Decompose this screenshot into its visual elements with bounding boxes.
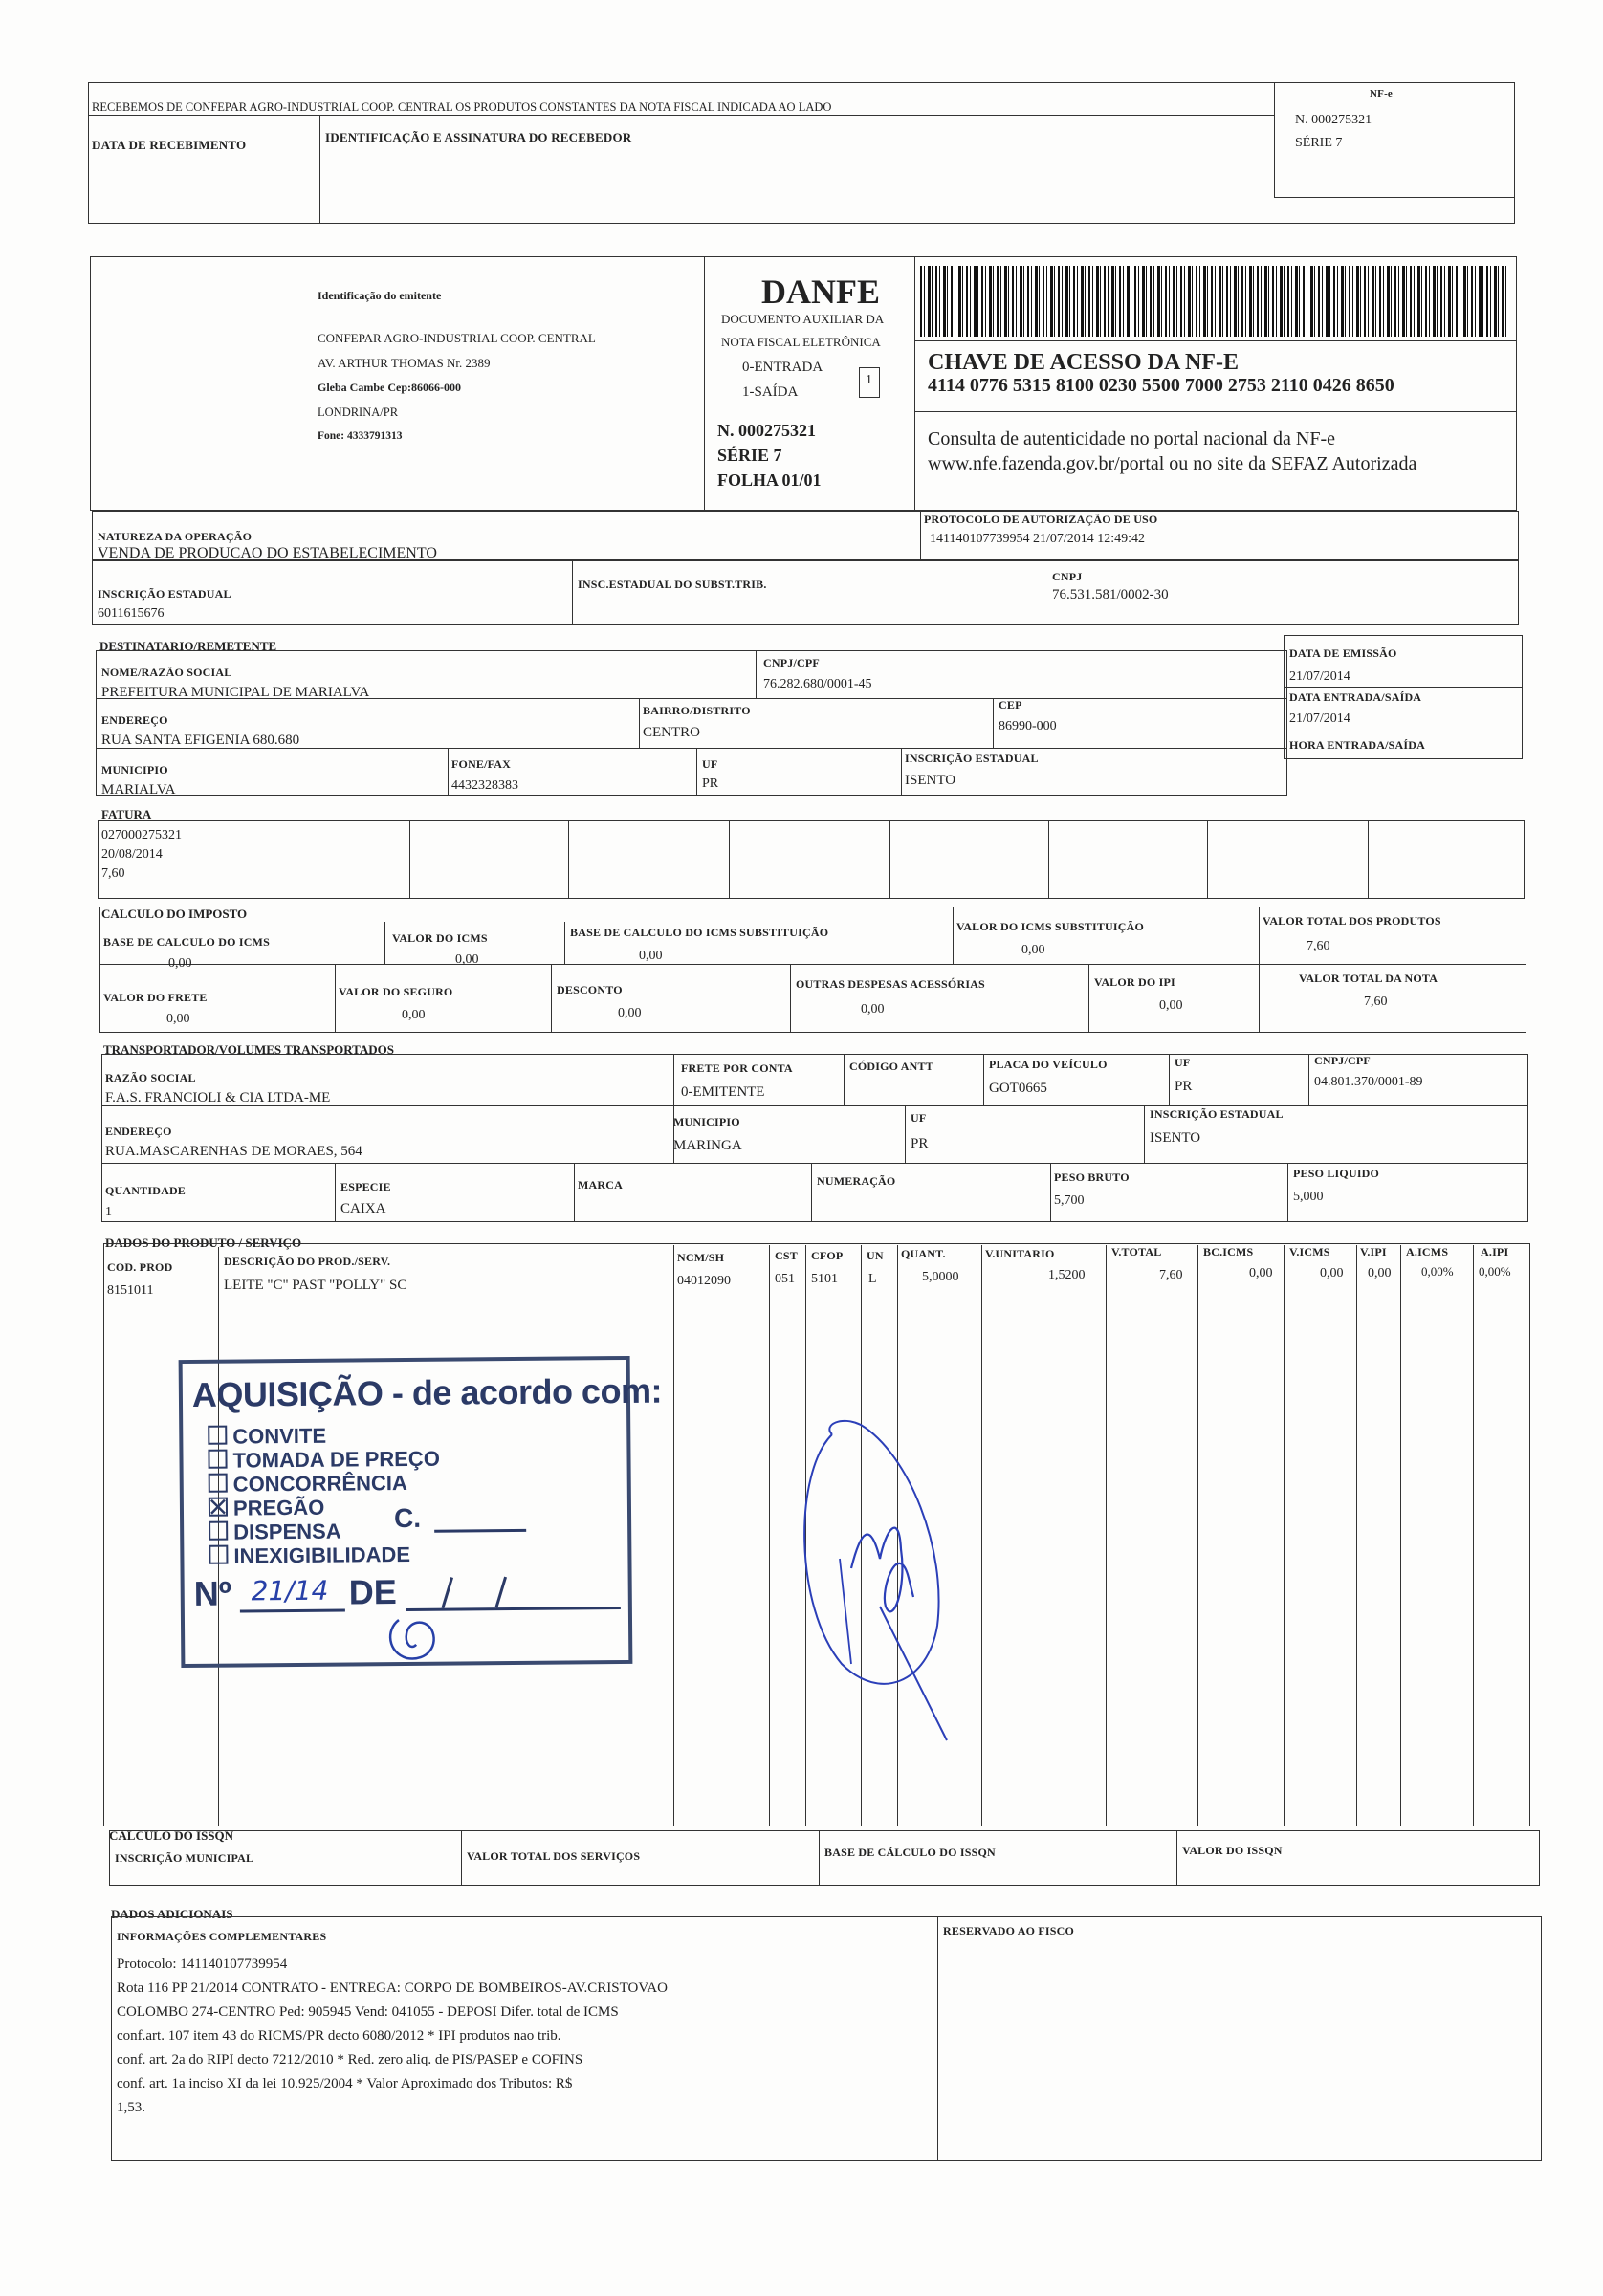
prod-cst: 051 [775, 1272, 795, 1286]
identificacao-label: IDENTIFICAÇÃO E ASSINATURA DO RECEBEDOR [325, 130, 632, 144]
dest-endereco: RUA SANTA EFIGENIA 680.680 [101, 733, 300, 748]
cnpj-label: CNPJ [1052, 570, 1083, 583]
prod-aicms: 0,00% [1421, 1264, 1454, 1279]
prod-h-vunit: V.UNITARIO [985, 1247, 1055, 1260]
prod-cfop: 5101 [811, 1272, 838, 1286]
ie: 6011615676 [98, 606, 165, 621]
destinatario-section: DESTINATARIO/REMETENTE [99, 639, 277, 653]
stamp-de-label: DE [348, 1572, 397, 1612]
ipi-label: VALOR DO IPI [1094, 975, 1175, 989]
danfe-entrada: 0-ENTRADA [742, 360, 823, 375]
prod-h-quant: QUANT. [901, 1247, 946, 1260]
seguro: 0,00 [402, 1008, 426, 1022]
fatura-line2: 20/08/2014 [101, 847, 163, 862]
v-nota: 7,60 [1364, 995, 1388, 1009]
transp-bruto: 5,700 [1054, 1193, 1085, 1208]
fatura-box [98, 820, 1525, 899]
prod-vunit: 1,5200 [1048, 1268, 1086, 1282]
stamp-numero: 21/14 [251, 1574, 329, 1607]
prod-h-cfop: CFOP [811, 1249, 844, 1262]
fatura-line3: 7,60 [101, 866, 125, 881]
transp-uf2-label: UF [911, 1111, 927, 1125]
prod-ncm: 04012090 [677, 1274, 731, 1288]
protocolo-label: PROTOCOLO DE AUTORIZAÇÃO DE USO [924, 513, 1158, 526]
issqn-servicos-label: VALOR TOTAL DOS SERVIÇOS [467, 1849, 641, 1863]
transp-bruto-label: PESO BRUTO [1054, 1170, 1130, 1184]
dest-ie: ISENTO [905, 773, 956, 788]
desconto-label: DESCONTO [557, 983, 623, 996]
frete: 0,00 [166, 1012, 190, 1026]
checkbox-icon [209, 1521, 228, 1541]
checkbox-icon [209, 1545, 228, 1564]
stamp-option-tomada: TOMADA DE PREÇO [208, 1447, 440, 1474]
emitente-nome: CONFEPAR AGRO-INDUSTRIAL COOP. CENTRAL [318, 331, 596, 345]
dest-municipio: MARIALVA [101, 782, 176, 798]
prod-bcicms: 0,00 [1249, 1266, 1273, 1280]
transp-razao-label: RAZÃO SOCIAL [105, 1071, 196, 1084]
prod-vtotal: 7,60 [1159, 1268, 1183, 1282]
chave-label: CHAVE DE ACESSO DA NF-E [928, 350, 1239, 375]
data-recebimento-label: DATA DE RECEBIMENTO [92, 138, 247, 152]
transp-frete: 0-EMITENTE [681, 1084, 765, 1100]
issqn-im-label: INSCRIÇÃO MUNICIPAL [115, 1851, 254, 1865]
destinatario-box [96, 650, 1287, 796]
hora-label: HORA ENTRADA/SAÍDA [1289, 738, 1425, 752]
dest-municipio-label: MUNICIPIO [101, 763, 168, 776]
barcode [920, 266, 1509, 337]
issqn-section: CALCULO DO ISSQN [109, 1828, 234, 1843]
transp-municipio-label: MUNICIPIO [673, 1115, 740, 1128]
v-st-label: VALOR DO ICMS SUBSTITUIÇÃO [956, 920, 1145, 933]
entrada-label: DATA ENTRADA/SAÍDA [1289, 690, 1422, 704]
date-slash-icon [405, 1572, 615, 1612]
dest-nome: PREFEITURA MUNICIPAL DE MARIALVA [101, 685, 370, 700]
canhoto-recebemos: RECEBEMOS DE CONFEPAR AGRO-INDUSTRIAL COOP. CENTRAL OS PRODUTOS CONSTANTES DA NOTA FISCAL INDICADA AO LADO [92, 100, 832, 114]
transp-numeracao-label: NUMERAÇÃO [817, 1174, 896, 1188]
prod-h-vipi: V.IPI [1360, 1245, 1387, 1258]
transp-liquido: 5,000 [1293, 1190, 1324, 1204]
inscricao-box [92, 560, 1519, 625]
transp-marca-label: MARCA [578, 1178, 623, 1192]
info-text [117, 1953, 668, 2120]
prod-vipi: 0,00 [1368, 1266, 1392, 1280]
chave-consulta1: Consulta de autenticidade no portal nacional da NF-e [928, 428, 1335, 449]
prod-h-cst: CST [775, 1249, 798, 1262]
dest-ie-label: INSCRIÇÃO ESTADUAL [905, 752, 1039, 765]
dest-cep-label: CEP [999, 698, 1022, 711]
transp-especie: CAIXA [340, 1201, 386, 1216]
info-line: 1,53. [117, 2100, 145, 2115]
transp-ie-label: INSCRIÇÃO ESTADUAL [1150, 1107, 1284, 1121]
protocolo: 141140107739954 21/07/2014 12:49:42 [930, 532, 1146, 546]
prod-h-vtotal: V.TOTAL [1111, 1245, 1162, 1258]
danfe-title: DANFE [761, 273, 880, 311]
produtos-section: DADOS DO PRODUTO / SERVIÇO [105, 1235, 302, 1250]
bc-icms: 0,00 [168, 956, 192, 971]
fatura-line1: 027000275321 [101, 828, 182, 842]
check-x-icon [210, 1499, 226, 1515]
danfe-serie: SÉRIE 7 [717, 446, 782, 465]
bc-st: 0,00 [639, 949, 663, 963]
info-line: conf.art. 107 item 43 do RICMS/PR decto 6080/2012 * IPI produtos nao trib. [117, 2028, 561, 2044]
danfe-folha: FOLHA 01/01 [717, 470, 822, 490]
v-icms: 0,00 [455, 952, 479, 967]
seguro-label: VALOR DO SEGURO [339, 985, 453, 998]
natureza-label: NATUREZA DA OPERAÇÃO [98, 530, 253, 543]
transporte-section: TRANSPORTADOR/VOLUMES TRANSPORTADOS [103, 1042, 395, 1057]
transp-uf2: PR [911, 1136, 929, 1151]
stamp-option-dispensa: DISPENSA [209, 1520, 341, 1545]
checkbox-icon [208, 1426, 227, 1445]
emitente-endereco: AV. ARTHUR THOMAS Nr. 2389 [318, 356, 491, 370]
emitente-cidade: LONDRINA/PR [318, 405, 399, 419]
dest-uf-label: UF [702, 757, 718, 771]
danfe-numero: N. 000275321 [717, 421, 816, 440]
frete-label: VALOR DO FRETE [103, 991, 208, 1004]
stamp-option-convite: CONVITE [208, 1424, 326, 1450]
stamp-title: AQUISIÇÃO - de acordo com: [191, 1370, 663, 1414]
bc-st-label: BASE DE CALCULO DO ICMS SUBSTITUIÇÃO [570, 926, 829, 939]
desconto: 0,00 [618, 1006, 642, 1020]
dest-endereco-label: ENDEREÇO [101, 713, 168, 727]
prod-quant: 5,0000 [922, 1270, 959, 1284]
v-st: 0,00 [1021, 943, 1045, 957]
issqn-bc-label: BASE DE CÁLCULO DO ISSQN [824, 1846, 996, 1859]
danfe-saida: 1-SAÍDA [742, 384, 799, 400]
prod-un: L [868, 1272, 877, 1286]
transp-especie-label: ESPECIE [340, 1180, 391, 1193]
aquisicao-stamp [179, 1356, 663, 1668]
prod-h-bcicms: BC.ICMS [1203, 1245, 1254, 1258]
prod-h-aipi: A.IPI [1481, 1245, 1509, 1258]
emitente-header: Identificação do emitente [318, 289, 442, 302]
issqn-valor-label: VALOR DO ISSQN [1182, 1844, 1283, 1857]
v-prod-label: VALOR TOTAL DOS PRODUTOS [1263, 914, 1441, 928]
signature-icon [794, 1415, 985, 1760]
danfe-doc2: NOTA FISCAL ELETRÔNICA [721, 335, 881, 349]
transp-cnpj-label: CNPJ/CPF [1314, 1054, 1371, 1067]
stamp-option-inexigibilidade: INEXIGIBILIDADE [209, 1542, 410, 1569]
chave-consulta2: www.nfe.fazenda.gov.br/portal ou no site da SEFAZ Autorizada [928, 453, 1417, 474]
checkbox-icon [209, 1474, 228, 1493]
outras-label: OUTRAS DESPESAS ACESSÓRIAS [796, 977, 985, 991]
entrada: 21/07/2014 [1289, 711, 1350, 726]
transp-cnpj: 04.801.370/0001-89 [1314, 1075, 1423, 1089]
transp-endereco: RUA.MASCARENHAS DE MORAES, 564 [105, 1144, 362, 1159]
dest-cep: 86990-000 [999, 719, 1057, 733]
info-line: COLOMBO 274-CENTRO Ped: 905945 Vend: 041055 - DEPOSI Difer. total de ICMS [117, 2004, 619, 2020]
info-label: INFORMAÇÕES COMPLEMENTARES [117, 1930, 327, 1943]
danfe-tipo: 1 [866, 373, 872, 387]
stamp-c-label: C. [393, 1502, 422, 1534]
stamp-option-pregao: PREGÃO [209, 1496, 325, 1521]
prod-h-cod: COD. PROD [107, 1260, 173, 1274]
danfe-doc1: DOCUMENTO AUXILIAR DA [721, 312, 885, 326]
ie-label: INSCRIÇÃO ESTADUAL [98, 587, 231, 601]
transp-qtd: 1 [105, 1205, 112, 1219]
transp-endereco-label: ENDEREÇO [105, 1125, 172, 1138]
stamp-option-concorrencia: CONCORRÊNCIA [209, 1471, 407, 1498]
dest-nome-label: NOME/RAZÃO SOCIAL [101, 666, 232, 679]
fatura-section: FATURA [101, 807, 152, 821]
prod-h-un: UN [867, 1249, 884, 1262]
prod-desc: LEITE "C" PAST "POLLY" SC [224, 1278, 407, 1293]
emitente-fone: Fone: 4333791313 [318, 430, 403, 442]
dest-bairro: CENTRO [643, 725, 700, 740]
initials-signature-icon [382, 1616, 449, 1665]
fisco-label: RESERVADO AO FISCO [943, 1924, 1074, 1937]
transp-qtd-label: QUANTIDADE [105, 1184, 187, 1197]
outras: 0,00 [861, 1002, 885, 1017]
info-line: Protocolo: 141140107739954 [117, 1957, 288, 1972]
adicionais-section: DADOS ADICIONAIS [111, 1907, 233, 1921]
transp-placa: GOT0665 [989, 1081, 1047, 1096]
transp-frete-label: FRETE POR CONTA [681, 1061, 793, 1075]
info-line: Rota 116 PP 21/2014 CONTRATO - ENTREGA: CORPO DE BOMBEIROS-AV.CRISTOVAO [117, 1980, 668, 1996]
dest-fone: 4432328383 [451, 778, 518, 793]
dest-cnpj-label: CNPJ/CPF [763, 656, 820, 669]
canhoto-nfe-label: NF-e [1370, 88, 1394, 99]
cnpj: 76.531.581/0002-30 [1052, 587, 1169, 602]
info-line: conf. art. 1a inciso XI da lei 10.925/2004 * Valor Aproximado dos Tributos: R$ [117, 2076, 573, 2091]
ie-st-label: INSC.ESTADUAL DO SUBST.TRIB. [578, 578, 767, 591]
transp-uf-label: UF [1175, 1056, 1191, 1069]
v-nota-label: VALOR TOTAL DA NOTA [1299, 972, 1438, 985]
natureza: VENDA DE PRODUCAO DO ESTABELECIMENTO [98, 545, 437, 561]
prod-cod: 8151011 [107, 1283, 154, 1298]
checkbox-icon [208, 1450, 227, 1469]
dest-bairro-label: BAIRRO/DISTRITO [643, 704, 751, 717]
imposto-section: CALCULO DO IMPOSTO [101, 907, 248, 921]
dest-uf: PR [702, 776, 719, 791]
transp-antt-label: CÓDIGO ANTT [849, 1060, 933, 1073]
prod-vicms: 0,00 [1320, 1266, 1344, 1280]
emitente-bairro: Gleba Cambe Cep:86066-000 [318, 381, 461, 394]
emissao: 21/07/2014 [1289, 669, 1350, 684]
prod-aipi: 0,00% [1479, 1264, 1511, 1279]
info-line: conf. art. 2a do RIPI decto 7212/2010 * Red. zero aliq. de PIS/PASEP e COFINS [117, 2052, 583, 2067]
ipi: 0,00 [1159, 998, 1183, 1013]
canhoto-serie: SÉRIE 7 [1295, 136, 1343, 150]
emissao-label: DATA DE EMISSÃO [1289, 646, 1397, 660]
prod-h-ncm: NCM/SH [677, 1251, 725, 1264]
transp-municipio: MARINGA [673, 1138, 742, 1153]
prod-h-vicms: V.ICMS [1289, 1245, 1330, 1258]
v-prod: 7,60 [1307, 939, 1330, 953]
chave-value: 4114 0776 5315 8100 0230 5500 7000 2753 2110 0426 8650 [928, 375, 1394, 396]
prod-h-desc: DESCRIÇÃO DO PROD./SERV. [224, 1255, 391, 1268]
transp-razao: F.A.S. FRANCIOLI & CIA LTDA-ME [105, 1090, 331, 1105]
transp-liquido-label: PESO LIQUIDO [1293, 1167, 1380, 1180]
v-icms-label: VALOR DO ICMS [392, 931, 488, 945]
prod-h-aicms: A.ICMS [1406, 1245, 1449, 1258]
transp-placa-label: PLACA DO VEÍCULO [989, 1058, 1108, 1071]
transp-ie: ISENTO [1150, 1130, 1201, 1146]
checked-checkbox-icon [209, 1498, 228, 1517]
dest-cnpj: 76.282.680/0001-45 [763, 677, 872, 691]
canhoto-numero: N. 000275321 [1295, 113, 1372, 127]
stamp-numero-label: Nº [193, 1573, 232, 1613]
dest-fone-label: FONE/FAX [451, 757, 512, 771]
bc-icms-label: BASE DE CALCULO DO ICMS [103, 935, 270, 949]
transp-uf: PR [1175, 1079, 1193, 1094]
